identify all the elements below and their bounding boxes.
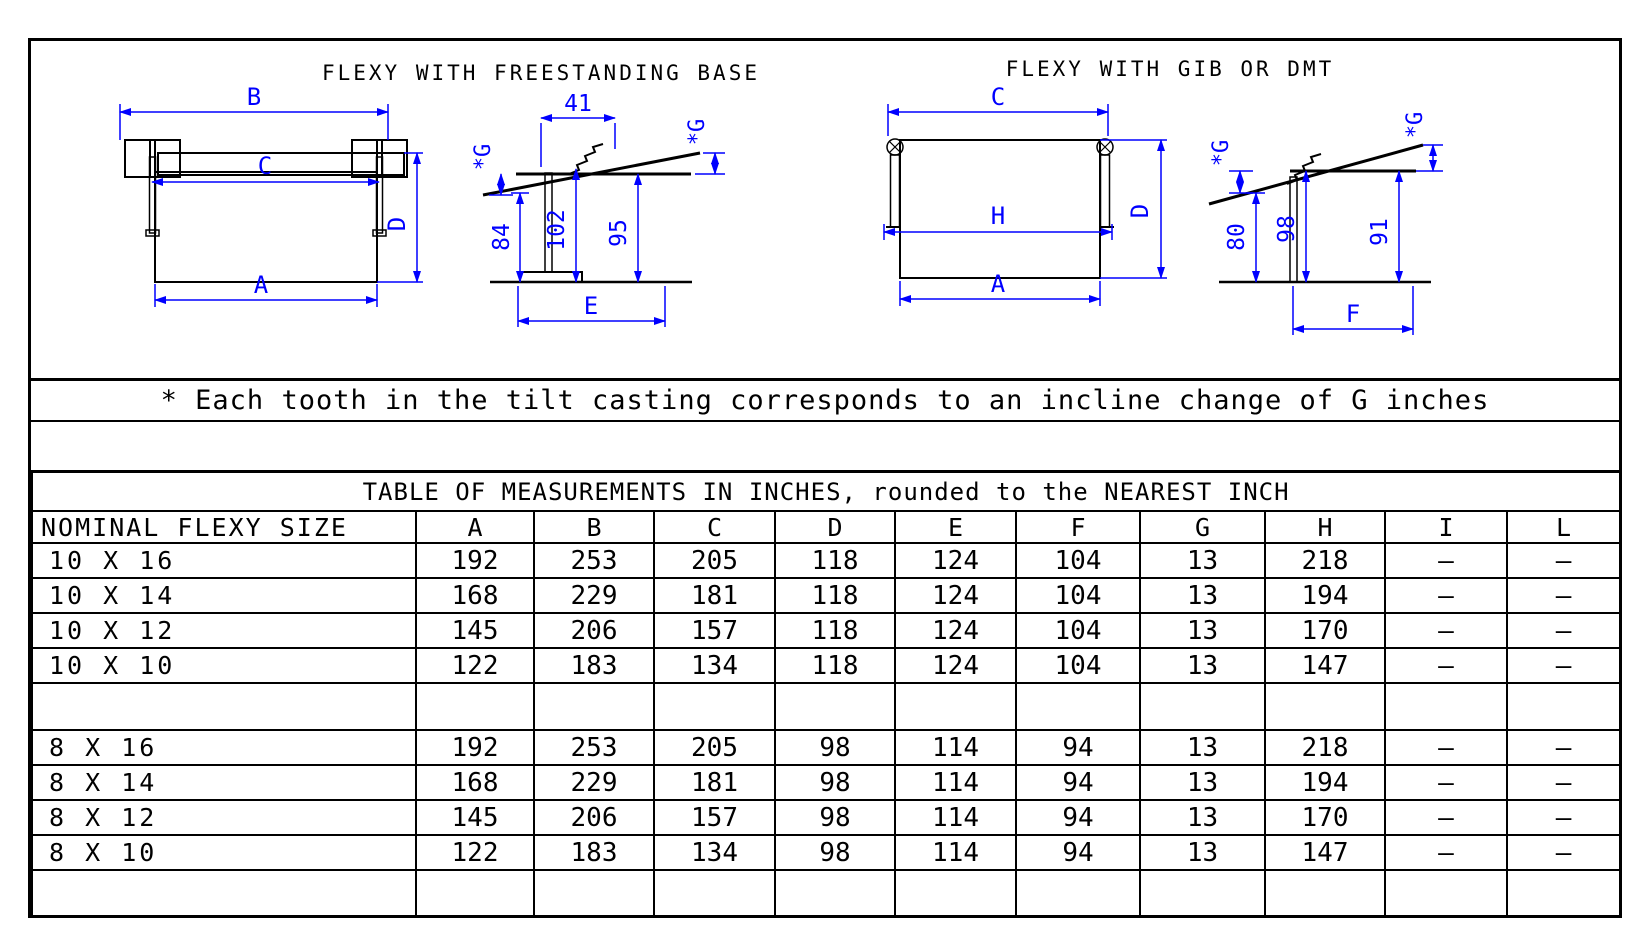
- value-cell: 124: [895, 543, 1016, 578]
- value-cell: 157: [654, 613, 775, 648]
- value-cell: 218: [1265, 543, 1385, 578]
- value-cell: [1385, 870, 1507, 917]
- freestanding-side-view: [483, 144, 700, 282]
- column-header-A: A: [416, 511, 534, 543]
- value-cell: 98: [775, 765, 895, 800]
- value-cell: 205: [654, 543, 775, 578]
- dim-label-C: C: [257, 152, 273, 180]
- size-cell: 10 X 10: [32, 648, 416, 683]
- value-cell: 13: [1140, 543, 1265, 578]
- size-cell: [32, 870, 416, 917]
- dim-label-H: H: [990, 202, 1006, 230]
- value-cell: 122: [416, 648, 534, 683]
- technical-drawings-svg: [31, 41, 1619, 378]
- value-cell: [895, 683, 1016, 730]
- table-row-blank: [32, 870, 1620, 917]
- value-cell: –: [1507, 578, 1620, 613]
- table-title: TABLE OF MEASUREMENTS IN INCHES, rounded to the NEAREST INCH: [32, 473, 1620, 511]
- value-cell: 13: [1140, 648, 1265, 683]
- dim-label-F: F: [1345, 300, 1361, 328]
- value-cell: 114: [895, 800, 1016, 835]
- value-cell: 168: [416, 578, 534, 613]
- value-cell: 118: [775, 613, 895, 648]
- table-row: [32, 835, 1620, 870]
- dim-label-A: A: [253, 271, 269, 299]
- value-cell: 122: [416, 835, 534, 870]
- value-cell: [416, 683, 534, 730]
- value-cell: –: [1385, 543, 1507, 578]
- value-cell: [1140, 870, 1265, 917]
- measurements-table: [31, 473, 1621, 918]
- value-cell: 168: [416, 765, 534, 800]
- value-cell: 194: [1265, 765, 1385, 800]
- value-cell: –: [1385, 613, 1507, 648]
- size-cell: 10 X 14: [32, 578, 416, 613]
- table-row-blank: [32, 683, 1620, 730]
- value-cell: –: [1507, 613, 1620, 648]
- value-cell: –: [1507, 800, 1620, 835]
- table-row: [32, 543, 1620, 578]
- size-cell: 10 X 16: [32, 543, 416, 578]
- value-cell: [654, 870, 775, 917]
- dim-label-D: D: [383, 216, 411, 232]
- value-cell: [534, 683, 654, 730]
- value-cell: 145: [416, 613, 534, 648]
- value-cell: 114: [895, 730, 1016, 765]
- table-title-row: [32, 473, 1620, 511]
- value-cell: –: [1507, 730, 1620, 765]
- value-cell: 206: [534, 800, 654, 835]
- dim-label-80: 80: [1224, 223, 1250, 251]
- value-cell: 134: [654, 835, 775, 870]
- column-header-C: C: [654, 511, 775, 543]
- dim-label-91: 91: [1367, 218, 1393, 246]
- value-cell: 253: [534, 730, 654, 765]
- value-cell: 13: [1140, 730, 1265, 765]
- value-cell: 13: [1140, 613, 1265, 648]
- value-cell: –: [1385, 648, 1507, 683]
- dim-label-B: B: [246, 83, 262, 111]
- value-cell: 192: [416, 730, 534, 765]
- value-cell: 104: [1016, 578, 1140, 613]
- value-cell: 118: [775, 578, 895, 613]
- value-cell: [1507, 683, 1620, 730]
- column-header-B: B: [534, 511, 654, 543]
- table-header-row: [32, 511, 1620, 543]
- value-cell: 183: [534, 835, 654, 870]
- value-cell: 170: [1265, 613, 1385, 648]
- value-cell: 253: [534, 543, 654, 578]
- table-row: [32, 613, 1620, 648]
- value-cell: 147: [1265, 648, 1385, 683]
- value-cell: 118: [775, 648, 895, 683]
- value-cell: –: [1385, 730, 1507, 765]
- column-header-L: L: [1507, 511, 1620, 543]
- value-cell: 218: [1265, 730, 1385, 765]
- sheet-border-frame: [28, 38, 1622, 918]
- column-header-size: NOMINAL FLEXY SIZE: [32, 511, 416, 543]
- value-cell: [775, 870, 895, 917]
- value-cell: [654, 683, 775, 730]
- dim-label-98: 98: [1274, 215, 1300, 243]
- value-cell: 145: [416, 800, 534, 835]
- dim-label-star-g-right: *G: [685, 118, 710, 146]
- value-cell: [1016, 683, 1140, 730]
- value-cell: 104: [1016, 648, 1140, 683]
- value-cell: –: [1385, 578, 1507, 613]
- value-cell: 13: [1140, 578, 1265, 613]
- right-drawing-title: FLEXY WITH GIB OR DMT: [1005, 57, 1335, 81]
- table-row: [32, 765, 1620, 800]
- value-cell: 118: [775, 543, 895, 578]
- drawings-area: [31, 41, 1619, 378]
- value-cell: [775, 683, 895, 730]
- value-cell: 194: [1265, 578, 1385, 613]
- measurements-table-wrap: [31, 470, 1619, 918]
- value-cell: 13: [1140, 835, 1265, 870]
- value-cell: [534, 870, 654, 917]
- value-cell: 124: [895, 613, 1016, 648]
- left-drawing-title: FLEXY WITH FREESTANDING BASE: [321, 61, 761, 85]
- gib-front-dimensions: [884, 104, 1167, 306]
- value-cell: 124: [895, 648, 1016, 683]
- value-cell: 170: [1265, 800, 1385, 835]
- value-cell: –: [1507, 835, 1620, 870]
- value-cell: [416, 870, 534, 917]
- value-cell: –: [1385, 835, 1507, 870]
- value-cell: 181: [654, 765, 775, 800]
- value-cell: [1507, 870, 1620, 917]
- dim-label-41: 41: [564, 91, 592, 117]
- value-cell: 206: [534, 613, 654, 648]
- measurements-table-body: [32, 543, 1620, 917]
- dim-label-D-right: D: [1126, 203, 1154, 219]
- value-cell: –: [1507, 765, 1620, 800]
- table-row: [32, 800, 1620, 835]
- size-cell: 10 X 12: [32, 613, 416, 648]
- value-cell: 157: [654, 800, 775, 835]
- value-cell: 94: [1016, 800, 1140, 835]
- tilt-casting-note: * Each tooth in the tilt casting corresponds to an incline change of G inches: [31, 378, 1619, 420]
- value-cell: 134: [654, 648, 775, 683]
- value-cell: [1265, 683, 1385, 730]
- column-header-I: I: [1385, 511, 1507, 543]
- size-cell: 8 X 14: [32, 765, 416, 800]
- value-cell: 98: [775, 835, 895, 870]
- table-row: [32, 648, 1620, 683]
- spacer-row: [31, 420, 1619, 470]
- dim-label-A-right: A: [990, 270, 1006, 298]
- value-cell: [1385, 683, 1507, 730]
- value-cell: 205: [654, 730, 775, 765]
- dim-label-star-g-right-right-drawing: *G: [1403, 111, 1428, 139]
- size-cell: [32, 683, 416, 730]
- size-cell: 8 X 10: [32, 835, 416, 870]
- value-cell: 147: [1265, 835, 1385, 870]
- value-cell: 192: [416, 543, 534, 578]
- value-cell: [1265, 870, 1385, 917]
- value-cell: [1140, 683, 1265, 730]
- dim-label-102: 102: [544, 209, 570, 251]
- value-cell: 104: [1016, 543, 1140, 578]
- value-cell: 13: [1140, 765, 1265, 800]
- value-cell: –: [1507, 543, 1620, 578]
- column-header-E: E: [895, 511, 1016, 543]
- dim-label-84: 84: [489, 223, 515, 251]
- value-cell: 13: [1140, 800, 1265, 835]
- dim-label-C-right: C: [990, 83, 1006, 111]
- value-cell: –: [1385, 800, 1507, 835]
- table-row: [32, 578, 1620, 613]
- value-cell: 104: [1016, 613, 1140, 648]
- value-cell: 229: [534, 578, 654, 613]
- dim-label-E: E: [583, 292, 599, 320]
- value-cell: 94: [1016, 765, 1140, 800]
- value-cell: 114: [895, 835, 1016, 870]
- value-cell: –: [1507, 648, 1620, 683]
- value-cell: 98: [775, 800, 895, 835]
- table-row: [32, 730, 1620, 765]
- column-header-H: H: [1265, 511, 1385, 543]
- gib-side-dimensions: [1229, 145, 1443, 335]
- gib-side-view: [1209, 145, 1431, 282]
- value-cell: 98: [775, 730, 895, 765]
- dim-label-95: 95: [606, 219, 632, 247]
- column-header-F: F: [1016, 511, 1140, 543]
- dim-label-star-g-left: *G: [471, 143, 496, 171]
- dim-label-star-g-left-right-drawing: *G: [1209, 139, 1234, 167]
- size-cell: 8 X 16: [32, 730, 416, 765]
- value-cell: 114: [895, 765, 1016, 800]
- value-cell: 124: [895, 578, 1016, 613]
- value-cell: –: [1385, 765, 1507, 800]
- column-header-G: G: [1140, 511, 1265, 543]
- value-cell: 94: [1016, 835, 1140, 870]
- value-cell: 229: [534, 765, 654, 800]
- value-cell: 183: [534, 648, 654, 683]
- value-cell: [1016, 870, 1140, 917]
- column-header-D: D: [775, 511, 895, 543]
- value-cell: 181: [654, 578, 775, 613]
- gib-dmt-drawing: [884, 57, 1443, 335]
- size-cell: 8 X 12: [32, 800, 416, 835]
- value-cell: 94: [1016, 730, 1140, 765]
- freestanding-base-drawing: [120, 61, 760, 327]
- value-cell: [895, 870, 1016, 917]
